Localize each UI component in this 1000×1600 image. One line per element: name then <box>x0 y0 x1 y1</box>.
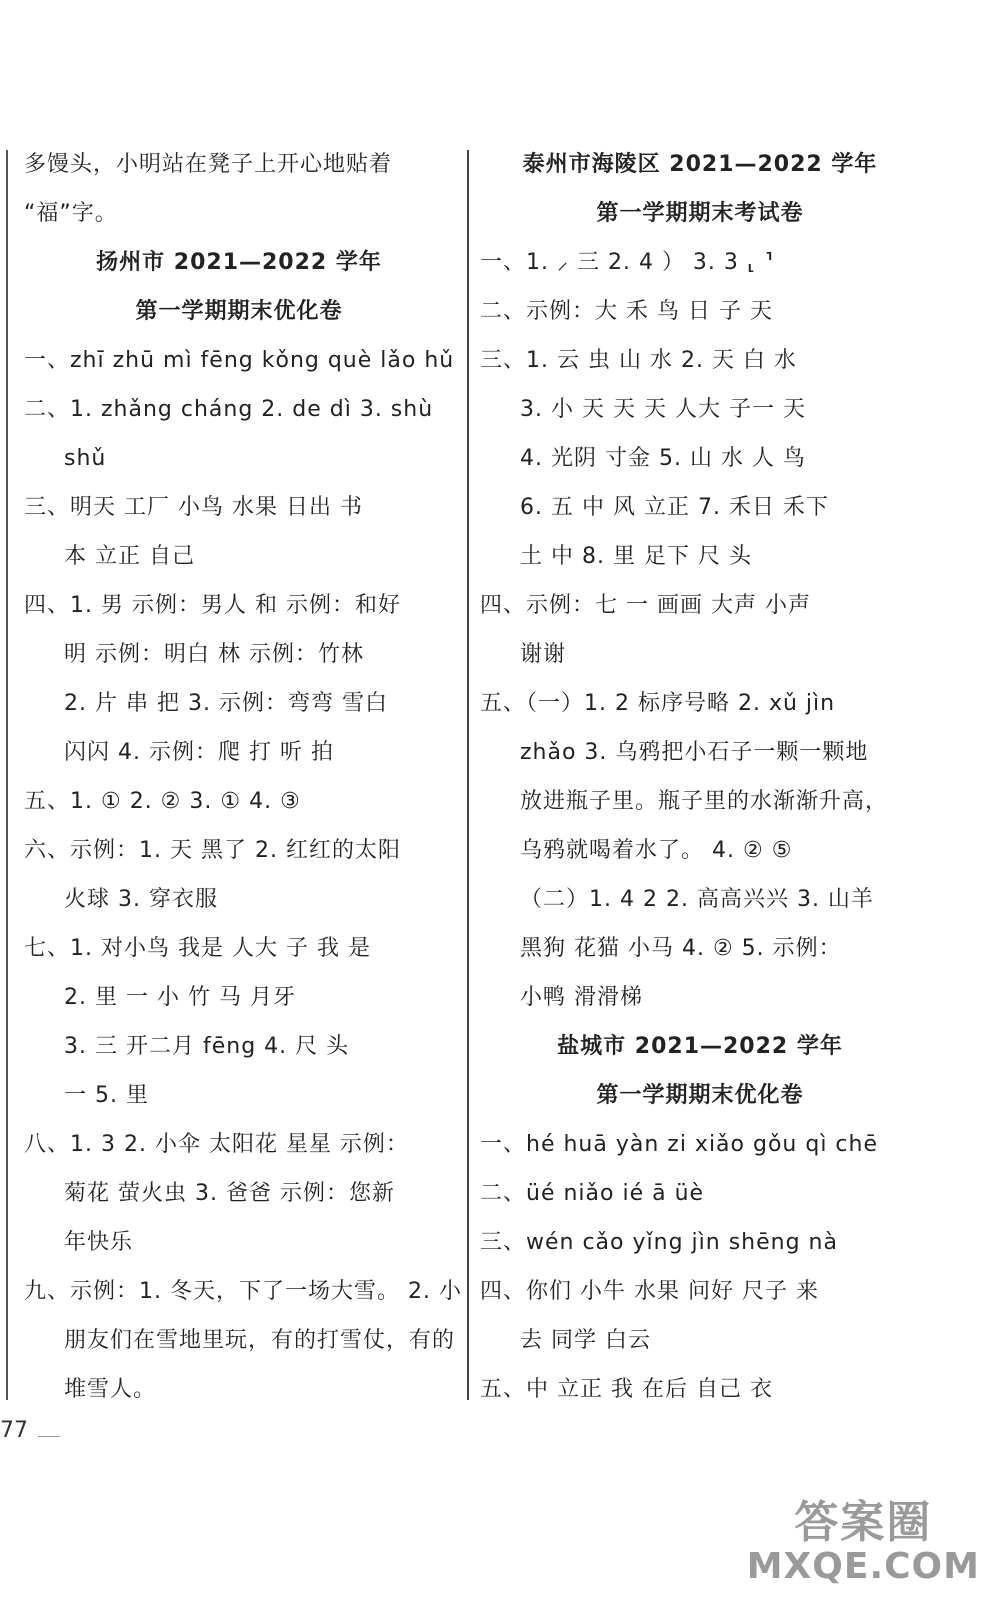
left-margin-rule <box>6 150 8 1400</box>
answer-line: 3. 三 开二月 fēng 4. 尺 头 <box>64 1034 350 1059</box>
section-title-yangzhou: 扬州市 2021—2022 学年 <box>96 250 382 275</box>
answer-line: 放进瓶子里。瓶子里的水渐渐升高， <box>520 789 889 814</box>
left-column <box>24 140 462 1414</box>
answer-line: 土 中 8. 里 足下 尺 头 <box>520 544 752 569</box>
page-number-dash <box>38 1436 60 1437</box>
answer-line: zhǎo 3. 乌鸦把小石子一颗一颗地 <box>520 740 869 765</box>
answer-line: 菊花 萤火虫 3. 爸爸 示例：您新 <box>64 1181 395 1206</box>
answer-line: 五、中 立正 我 在后 自己 衣 <box>480 1377 773 1402</box>
answer-line: 本 立正 自己 <box>64 544 195 569</box>
answer-line: （二）1. 4 2 2. 高高兴兴 3. 山羊 <box>520 887 874 912</box>
watermark-cn: 答案圈 <box>794 1497 933 1548</box>
answer-line: 六、示例：1. 天 黑了 2. 红红的太阳 <box>24 838 401 863</box>
answer-line: 2. 里 一 小 竹 马 月牙 <box>64 985 296 1010</box>
section-subtitle-yancheng: 第一学期期末优化卷 <box>596 1083 804 1108</box>
answer-line: 七、1. 对小鸟 我是 人大 子 我 是 <box>24 936 371 961</box>
page-number: 77 <box>0 1418 28 1443</box>
answer-line: 闪闪 4. 示例：爬 打 听 拍 <box>64 740 334 765</box>
answer-line: 一、hé huā yàn zi xiǎo gǒu qì chē <box>480 1132 878 1157</box>
answer-line: 黑狗 花猫 小马 4. ② 5. 示例： <box>520 936 842 961</box>
answer-line: 五、（一）1. 2 标序号略 2. xǔ jìn <box>480 691 836 716</box>
answer-line: 四、你们 小牛 水果 问好 尺子 来 <box>480 1279 819 1304</box>
answer-line: 一、zhī zhū mì fēng kǒng què lǎo hǔ <box>24 348 455 373</box>
answer-line: 明 示例：明白 林 示例：竹林 <box>64 642 364 667</box>
answer-line: 朋友们在雪地里玩，有的打雪仗，有的 <box>64 1328 456 1353</box>
section-subtitle-taizhou: 第一学期期末考试卷 <box>596 201 804 226</box>
answer-line: 堆雪人。 <box>64 1377 157 1402</box>
answer-line: 一、1. ⸝ 三 2. 4 ） 3. 3 ⸤ ⸣ <box>480 250 775 275</box>
answer-line: 4. 光阴 寸金 5. 山 水 人 鸟 <box>520 446 806 471</box>
answer-line: 去 同学 白云 <box>520 1328 651 1353</box>
answer-line: 二、üé niǎo ié ā üè <box>480 1181 705 1206</box>
watermark-en: MXQE.COM <box>746 1546 980 1587</box>
answer-line: 三、1. 云 虫 山 水 2. 天 白 水 <box>480 348 797 373</box>
answer-line: 3. 小 天 天 天 人大 子一 天 <box>520 397 806 422</box>
text-line: “福”字。 <box>24 201 118 226</box>
answer-line: shǔ <box>64 446 107 471</box>
answer-line: 6. 五 中 风 立正 7. 禾日 禾下 <box>520 495 829 520</box>
section-title-yancheng: 盐城市 2021—2022 学年 <box>557 1034 843 1059</box>
answer-line: 谢谢 <box>520 642 567 667</box>
column-divider <box>467 150 469 1400</box>
answer-line: 二、1. zhǎng cháng 2. de dì 3. shù <box>24 397 434 422</box>
answer-line: 五、1. ① 2. ② 3. ① 4. ③ <box>24 789 301 814</box>
answer-line: 四、1. 男 示例：男人 和 示例：和好 <box>24 593 401 618</box>
answer-line: 四、示例：七 一 画画 大声 小声 <box>480 593 811 618</box>
answer-line: 三、wén cǎo yǐng jìn shēng nà <box>480 1230 838 1255</box>
answer-line: 八、1. 3 2. 小伞 太阳花 星星 示例： <box>24 1132 409 1157</box>
answer-line: 小鸭 滑滑梯 <box>520 985 643 1010</box>
answer-line: 年快乐 <box>64 1230 134 1255</box>
answer-line: 2. 片 串 把 3. 示例：弯弯 雪白 <box>64 691 388 716</box>
answer-line: 二、示例：大 禾 鸟 日 子 天 <box>480 299 773 324</box>
answer-line: 乌鸦就喝着水了。 4. ② ⑤ <box>520 838 793 863</box>
watermark-logo <box>747 1498 980 1586</box>
section-title-taizhou: 泰州市海陵区 2021—2022 学年 <box>522 152 878 177</box>
answer-line: 三、明天 工厂 小鸟 水果 日出 书 <box>24 495 363 520</box>
right-column <box>480 140 920 1414</box>
answer-line: 一 5. 里 <box>64 1083 149 1108</box>
answer-line: 火球 3. 穿衣服 <box>64 887 218 912</box>
section-subtitle-yangzhou: 第一学期期末优化卷 <box>135 299 343 324</box>
answer-line: 九、示例：1. 冬天，下了一场大雪。 2. 小 <box>24 1279 462 1304</box>
text-line: 多馒头，小明站在凳子上开心地贴着 <box>24 152 393 177</box>
